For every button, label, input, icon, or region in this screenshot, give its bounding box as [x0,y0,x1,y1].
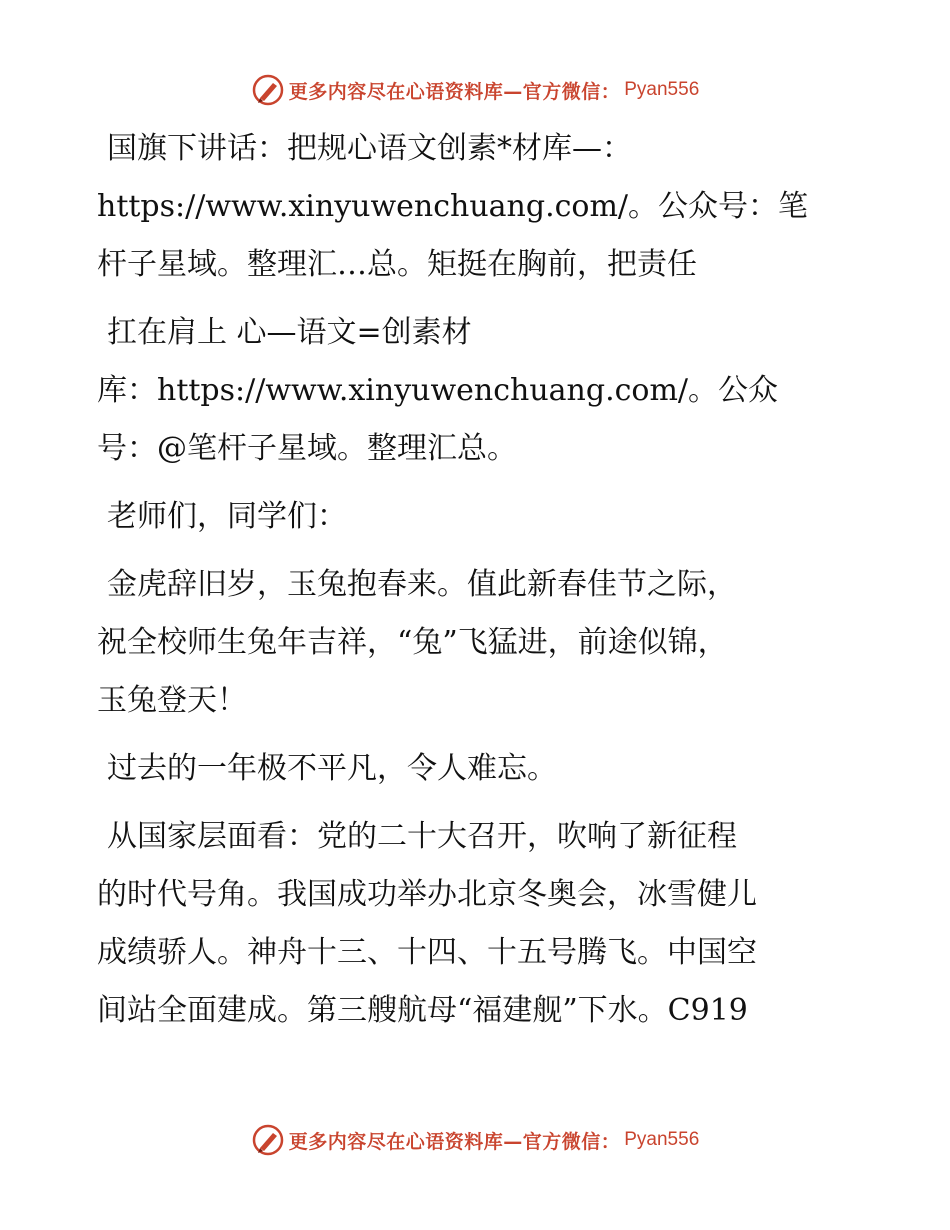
text-line: 国旗下讲话：把规心语文创素*材库—： [107,131,632,166]
text-line: 老师们，同学们： [107,499,347,534]
paragraph [97,304,867,478]
watermark-header [0,70,950,110]
text-line: 金虎辞旧岁，玉兔抱春来。值此新春佳节之际， [107,567,737,602]
pen-nib-logo-icon [251,1123,285,1157]
text-line: 杆子星域。整理汇…总。矩挺在胸前，把责任 [97,247,697,282]
watermark-footer [0,1120,950,1160]
paragraph [97,120,867,294]
text-line: 库：https://www.xinyuwenchuang.com/。公众 [97,373,779,408]
text-line: 扛在肩上 心—语文=创素材 [107,315,472,350]
paragraph [97,740,867,798]
text-line: 祝全校师生兔年吉祥，“兔”飞猛进，前途似锦， [97,625,728,660]
pen-nib-logo-icon [251,73,285,107]
watermark-wechat-id: Pyan556 [624,1129,700,1150]
paragraph [97,556,867,730]
document-body [97,120,867,1050]
text-line: 成绩骄人。神舟十三、十四、十五号腾飞。中国空 [97,935,757,970]
text-line: https://www.xinyuwenchuang.com/。公众号：笔 [97,189,809,224]
text-line: 玉兔登天！ [97,683,247,718]
watermark-text: 更多内容尽在心语资料库—官方微信： [288,1130,621,1153]
text-line: 从国家层面看：党的二十大召开，吹响了新征程 [107,819,737,854]
text-line: 的时代号角。我国成功举办北京冬奥会，冰雪健儿 [97,877,757,912]
text-line: 号：@笔杆子星域。整理汇总。 [97,431,517,466]
watermark-wechat-id: Pyan556 [624,79,700,100]
text-line: 间站全面建成。第三艘航母“福建舰”下水。C919 [97,993,748,1028]
paragraph [97,808,867,1040]
paragraph [97,488,867,546]
watermark-text: 更多内容尽在心语资料库—官方微信： [288,80,621,103]
text-line: 过去的一年极不平凡，令人难忘。 [107,751,557,786]
